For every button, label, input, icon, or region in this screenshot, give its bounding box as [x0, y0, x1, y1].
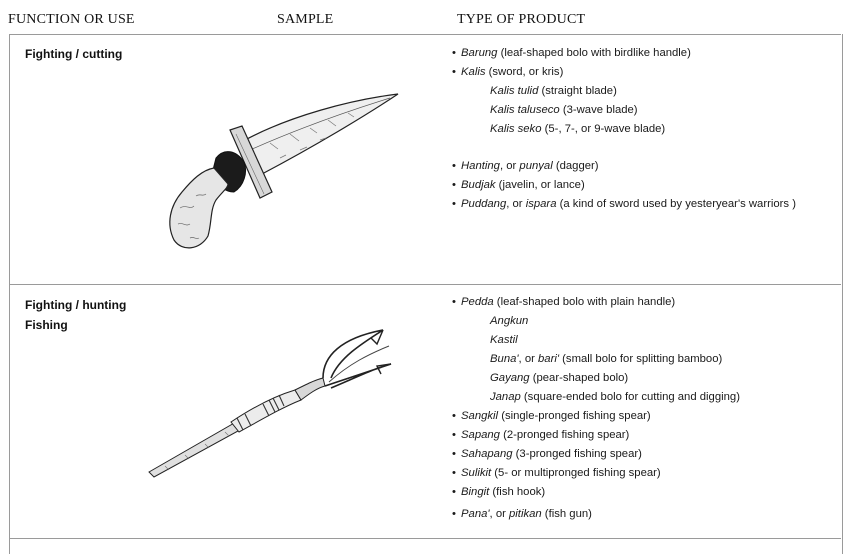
list-item: • Bingit (fish hook) — [452, 486, 546, 498]
list-item: • Hanting, or punyal (dagger) — [452, 160, 599, 172]
list-item: • Sangkil (single-pronged fishing spear) — [452, 410, 651, 422]
function-label: Fighting / hunting — [25, 298, 127, 312]
list-subitem: Janap (square-ended bolo for cutting and digging) — [490, 391, 740, 403]
list-subitem: Angkun — [490, 315, 529, 327]
list-item: • Pana', or pitikan (fish gun) — [452, 508, 592, 520]
list-item: • Budjak (javelin, or lance) — [452, 179, 585, 191]
list-subitem: Kalis tulid (straight blade) — [490, 85, 617, 97]
dagger-icon — [150, 88, 410, 258]
header-sample: SAMPLE — [277, 12, 334, 27]
row-divider — [9, 284, 841, 285]
row-2-function — [25, 295, 126, 335]
row-1-product-list — [452, 44, 837, 214]
list-subitem: Kalis taluseco (3-wave blade) — [490, 104, 638, 116]
list-item: • Sulikit (5- or multipronged fishing spear) — [452, 467, 661, 479]
header-type-of-product: TYPE OF PRODUCT — [457, 12, 586, 27]
row-1-function — [25, 44, 122, 64]
list-item: • Barung (leaf-shaped bolo with birdlike handle) — [452, 47, 691, 59]
list-subitem: Gayang (pear-shaped bolo) — [490, 372, 629, 384]
list-item: • Sahapang (3-pronged fishing spear) — [452, 448, 642, 460]
row-2-product-list — [452, 293, 837, 524]
fishing-spear-icon — [145, 328, 400, 478]
list-subitem: Kastil — [490, 334, 518, 346]
list-item: • Kalis (sword, or kris) — [452, 66, 564, 78]
list-item: • Sapang (2-pronged fishing spear) — [452, 429, 630, 441]
row-divider — [9, 538, 841, 539]
list-item: • Pedda (leaf-shaped bolo with plain handle) — [452, 296, 676, 308]
header-function-or-use: FUNCTION OR USE — [8, 12, 135, 27]
function-label: Fishing — [25, 318, 68, 332]
table-top-rule — [9, 34, 841, 35]
list-item: • Puddang, or ispara (a kind of sword used by yesteryear's warriors ) — [452, 198, 796, 210]
list-subitem: Kalis seko (5-, 7-, or 9-wave blade) — [490, 123, 666, 135]
list-subitem: Buna', or bari' (small bolo for splitting bamboo) — [490, 353, 723, 365]
function-label: Fighting / cutting — [25, 47, 123, 61]
list-spacer — [452, 139, 837, 157]
